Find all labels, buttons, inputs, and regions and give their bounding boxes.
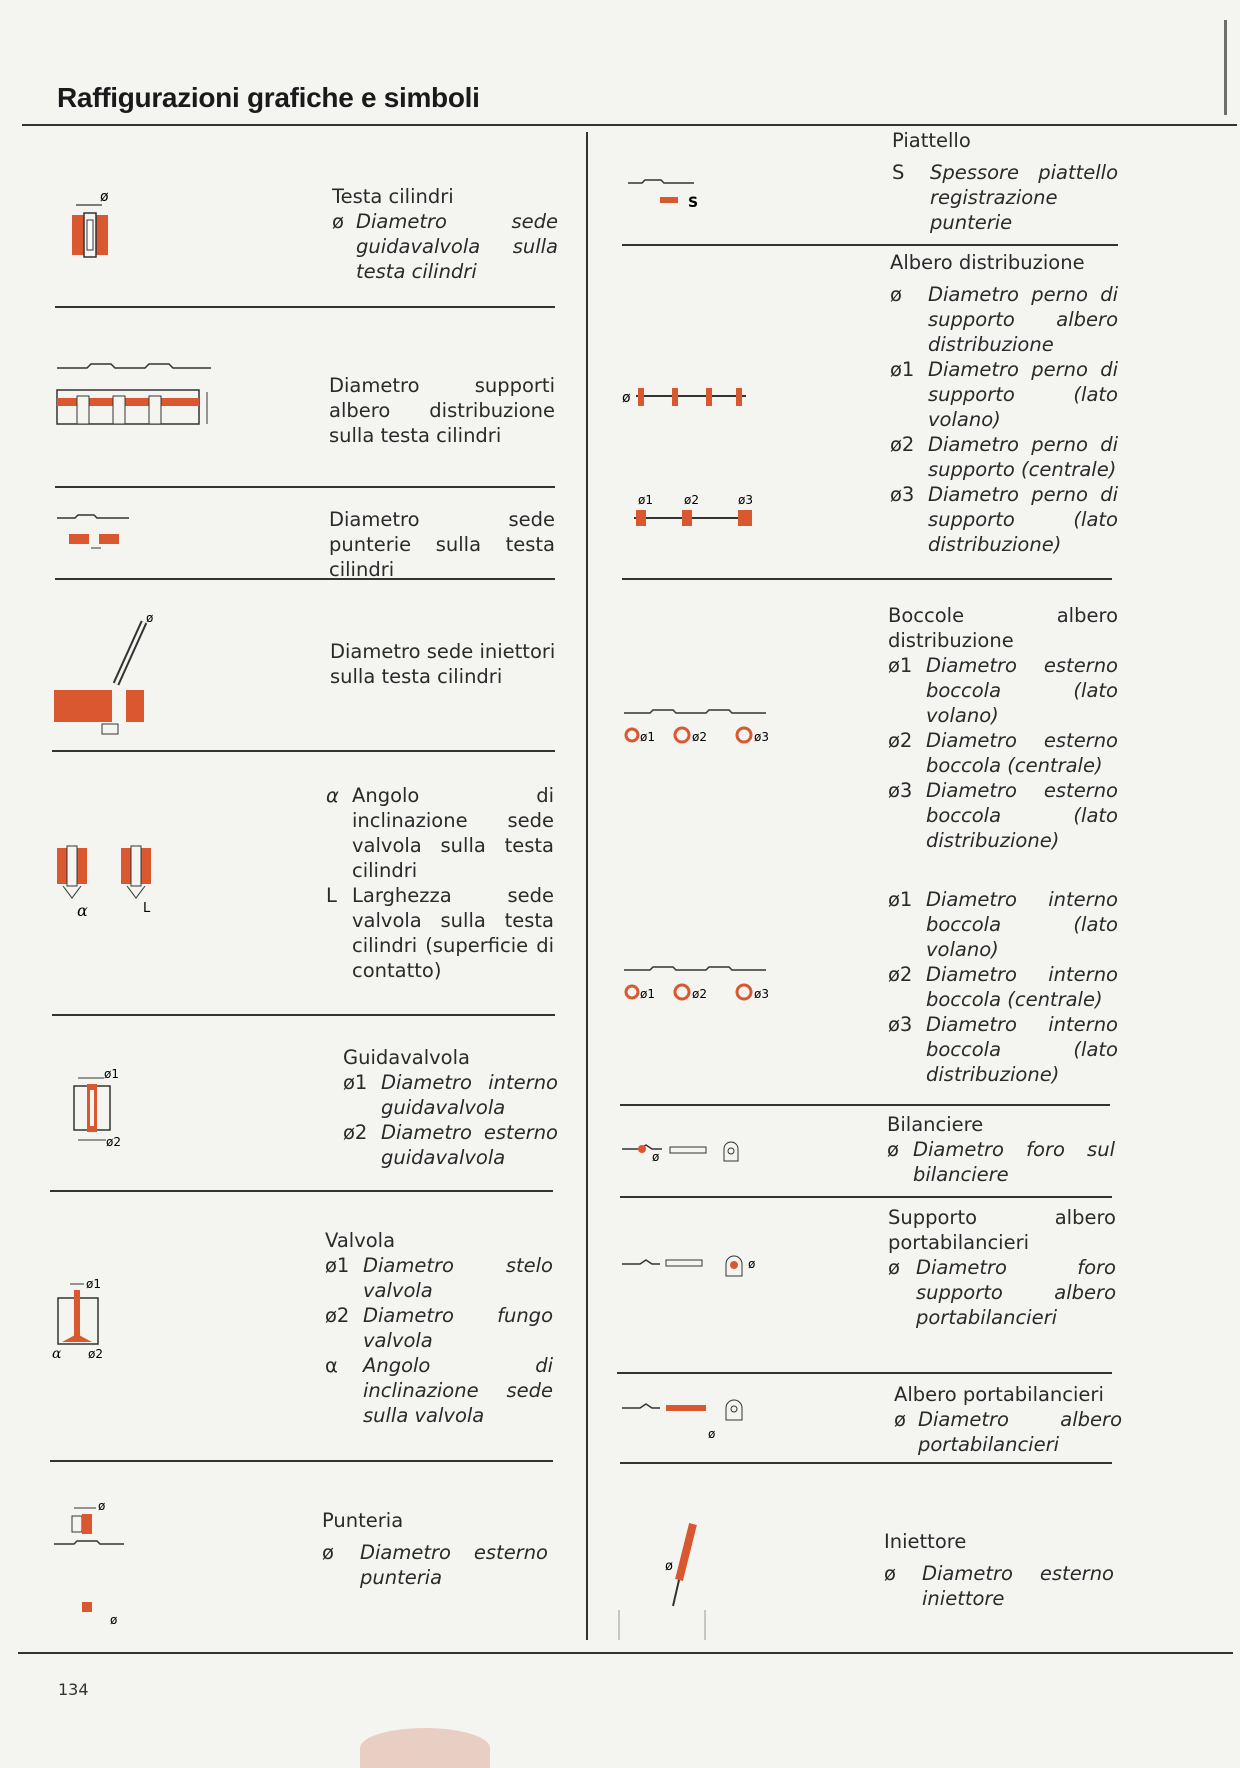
svg-text:L: L [143,901,151,916]
entry-text: Larghezza sede valvola sulla testa cilindri (superficie di contatto) [352,884,554,982]
symbol: ø1 [888,654,913,677]
scan-mark [1224,20,1227,115]
symbol: ø [888,1256,900,1279]
rocker-support-figure [620,1248,770,1288]
svg-text:ø3: ø3 [754,987,769,1001]
symbol: ø3 [890,483,915,506]
camshaft-supports-figure [55,358,215,433]
cylinder-head-valve-guide-figure [62,185,122,260]
entry-supporti-albero [329,373,555,448]
entry-heading: Albero distribuzione [890,251,1085,274]
svg-text:ø: ø [98,1499,106,1513]
svg-text:ø2: ø2 [88,1347,103,1361]
symbol: ø3 [888,1013,913,1036]
entry-text: Diametro esterno boccola (lato volano) [926,654,1118,727]
svg-text:ø: ø [665,1559,673,1574]
entry-guidavalvola [343,1045,558,1170]
entry-text: Angolo di inclinazione sede valvola sulla testa cilindri [352,784,554,882]
entry-text: Diametro esterno boccola (lato distribuzione) [926,779,1118,852]
valve-seat-angle-figure [55,842,170,922]
entry-albero-portabilancieri [894,1382,1122,1457]
entry-heading: Iniettore [884,1530,967,1553]
svg-text:ø: ø [652,1150,660,1164]
bushings-outer-figure [622,705,782,753]
entry-text: Diametro interno guidavalvola [381,1071,558,1119]
entry-piattello [892,128,1118,235]
entry-testa-cilindri [332,184,558,284]
entry-bilanciere [887,1112,1115,1187]
bottom-rule [18,1652,1233,1654]
page-number: 134 [58,1680,89,1699]
entry-boccole-albero [888,603,1118,853]
divider [620,1104,1110,1106]
entry-text: Diametro sede iniettori sulla testa cilindri [330,640,556,688]
svg-text:ø1: ø1 [104,1067,119,1081]
entry-heading: Supporto albero portabilancieri [888,1206,1116,1254]
camshaft-journals-figure [630,490,760,540]
entry-text: Diametro esterno boccola (centrale) [926,729,1118,777]
symbol: ø [332,210,344,233]
symbol: ø [894,1408,906,1431]
entry-text: Diametro perno di supporto (lato volano) [928,358,1118,431]
svg-text:ø3: ø3 [738,493,753,507]
symbol: ø1 [343,1071,368,1094]
symbol: ø [322,1541,334,1564]
svg-text:ø: ø [110,1613,118,1627]
entry-text: Diametro interno boccola (centrale) [926,963,1118,1011]
entry-supporto-portabilancieri [888,1205,1116,1330]
entry-text: Diametro perno di supporto (lato distribuzione) [928,483,1118,556]
svg-text:ø2: ø2 [684,493,699,507]
symbol: ø1 [890,358,915,381]
entry-text: Angolo di inclinazione sede sulla valvola [363,1354,553,1427]
symbol: ø2 [343,1121,368,1144]
entry-text: Spessore piattello registrazione punterie [930,161,1118,234]
svg-text:ø1: ø1 [86,1277,101,1291]
symbol: ø [884,1562,896,1585]
svg-text:ø2: ø2 [692,987,707,1001]
entry-text: Diametro interno boccola (lato distribuzione) [926,1013,1118,1086]
svg-text:ø2: ø2 [106,1135,121,1149]
entry-text: Diametro esterno iniettore [922,1562,1114,1610]
svg-text:ø: ø [622,390,631,406]
svg-text:ø1: ø1 [640,730,655,744]
injector-seat-figure [52,612,162,737]
entry-text: Diametro perno di supporto albero distribuzione [928,283,1118,356]
entry-heading: Piattello [892,129,971,152]
entry-text: Diametro sede punterie sulla testa cilindri [329,508,555,581]
symbol: ø3 [888,779,913,802]
svg-text:ø2: ø2 [692,730,707,744]
entry-heading: Boccole albero distribuzione [888,604,1118,652]
entry-albero-distribuzione [890,250,1118,557]
divider [617,1372,1112,1374]
entry-text: Diametro esterno guidavalvola [381,1121,558,1169]
valve-guide-figure [70,1068,130,1148]
entry-text: Diametro sede guidavalvola sulla testa cilindri [356,210,558,283]
tappet-figure [52,1499,132,1627]
symbol: α [325,1354,338,1377]
scan-thumb [360,1728,490,1768]
symbol: ø2 [888,729,913,752]
symbol: ø [890,283,902,306]
symbol: ø1 [888,888,913,911]
title-rule [22,124,1237,126]
divider [55,486,555,488]
divider [622,578,1112,580]
entry-text: Diametro foro supporto albero portabilancieri [916,1256,1116,1329]
svg-text:ø3: ø3 [754,730,769,744]
symbol: ø2 [325,1304,350,1327]
svg-text:ø1: ø1 [638,493,653,507]
svg-text:ø: ø [708,1427,716,1441]
svg-text:ø1: ø1 [640,987,655,1001]
entry-boccole-interno [888,887,1118,1087]
divider [620,1196,1112,1198]
svg-text:α: α [77,901,88,920]
entry-heading: Valvola [325,1229,396,1252]
entry-heading: Testa cilindri [332,185,454,208]
svg-text:ø: ø [146,611,154,625]
entry-heading: Punteria [322,1509,404,1532]
symbol: L [326,884,337,907]
shim-figure [626,175,706,215]
injector-figure [615,1520,715,1645]
entry-heading: Bilanciere [887,1113,984,1136]
svg-text:α: α [52,1346,62,1362]
entry-sede-iniettori [330,639,560,689]
entry-text: Diametro interno boccola (lato volano) [926,888,1118,961]
divider [52,750,555,752]
svg-text:ø: ø [748,1257,756,1271]
divider [622,244,1118,246]
entry-text: Diametro fungo valvola [363,1304,553,1352]
camshaft-journal-figure [622,378,752,414]
svg-text:S: S [688,195,699,211]
entry-text: Diametro perno di supporto (centrale) [928,433,1118,481]
entry-heading: Guidavalvola [343,1046,470,1069]
symbol: α [326,784,339,807]
entry-angolo-larghezza [326,783,554,983]
entry-text: Diametro stelo valvola [363,1254,553,1302]
divider [55,306,555,308]
entry-text: Diametro esterno punteria [360,1541,548,1589]
entry-iniettore [884,1529,1114,1611]
symbol: S [892,161,905,184]
entry-valvola [325,1228,553,1428]
tappet-seat-figure [55,510,135,560]
entry-text: Diametro supporti albero distribuzione sulla testa cilindri [329,374,555,447]
entry-sede-punterie [329,507,555,582]
divider [620,1462,1112,1464]
page-title: Raffigurazioni grafiche e simboli [57,82,480,113]
entry-heading: Albero portabilancieri [894,1383,1104,1406]
divider [50,1460,553,1462]
entry-text: Diametro albero portabilancieri [918,1408,1122,1456]
entry-punteria [322,1508,548,1590]
symbol: ø [887,1138,899,1161]
divider [50,1190,553,1192]
valve-figure [52,1277,122,1362]
entry-text: Diametro foro sul bilanciere [913,1138,1115,1186]
symbol: ø2 [888,963,913,986]
rocker-arm-figure [620,1135,745,1175]
divider [52,1014,555,1016]
svg-text:ø: ø [100,189,109,205]
rocker-shaft-figure [620,1392,770,1444]
bushings-inner-figure [622,962,782,1010]
column-divider [586,132,588,1640]
symbol: ø1 [325,1254,350,1277]
symbol: ø2 [890,433,915,456]
